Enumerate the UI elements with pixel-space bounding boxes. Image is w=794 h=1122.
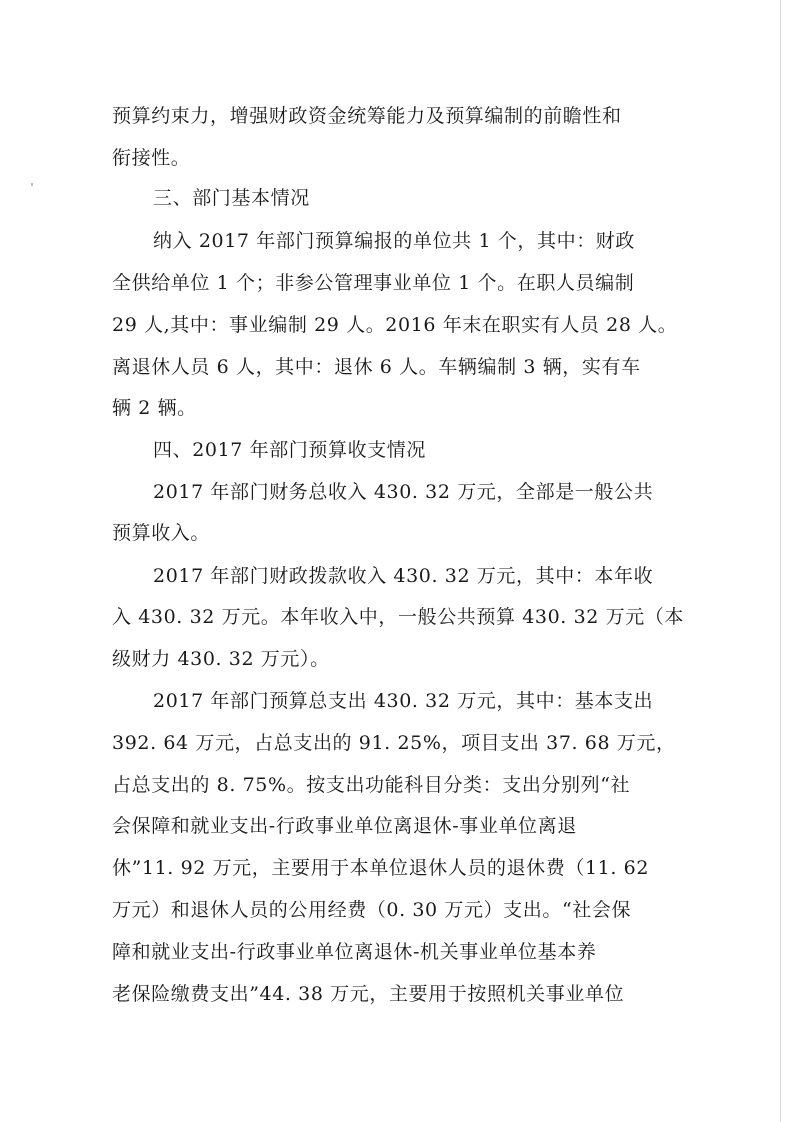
body-text-line: 全供给单位 1 个；非参公管理事业单位 1 个。在职人员编制 (112, 272, 635, 294)
scan-edge-line (780, 0, 781, 1122)
body-text-line: 预算约束力，增强财政资金统筹能力及预算编制的前瞻性和 (112, 105, 622, 127)
body-text-line: 纳入 2017 年部门预算编报的单位共 1 个，其中：财政 (153, 230, 636, 252)
body-text-line: 离退休人员 6 人，其中：退休 6 人。车辆编制 3 辆，实有车 (112, 356, 641, 378)
body-text-line: 休”11. 92 万元，主要用于本单位退休人员的退休费（11. 62 (112, 857, 650, 879)
scan-speck (31, 183, 33, 186)
body-text-line: 392. 64 万元，占总支出的 91. 25%，项目支出 37. 68 万元， (112, 732, 676, 754)
body-text-line: 入 430. 32 万元。本年收入中，一般公共预算 430. 32 万元（本 (112, 606, 685, 628)
body-text-line: 会保障和就业支出-行政事业单位离退休-事业单位离退 (112, 815, 577, 837)
body-text-line: 老保险缴费支出”44. 38 万元，主要用于按照机关事业单位 (112, 983, 625, 1005)
body-text-line: 级财力 430. 32 万元）。 (112, 648, 330, 670)
body-text-line: 2017 年部门财政拨款收入 430. 32 万元，其中：本年收 (153, 565, 654, 587)
section-heading: 三、部门基本情况 (153, 187, 310, 209)
body-text-line: 障和就业支出-行政事业单位离退休-机关事业单位基本养 (112, 941, 597, 963)
body-text-line: 辆 2 辆。 (112, 397, 197, 419)
body-text-line: 预算收入。 (112, 522, 211, 544)
section-heading: 四、2017 年部门预算收支情况 (153, 439, 426, 461)
body-text-line: 衔接性。 (112, 147, 191, 169)
body-text-line: 万元）和退休人员的公用经费（0. 30 万元）支出。“社会保 (112, 899, 632, 921)
body-text-line: 2017 年部门预算总支出 430. 32 万元，其中：基本支出 (153, 690, 654, 712)
body-text-line: 占总支出的 8. 75%。按支出功能科目分类：支出分别列“社 (112, 774, 631, 796)
body-text-line: 2017 年部门财务总收入 430. 32 万元，全部是一般公共 (153, 481, 654, 503)
body-text-line: 29 人,其中：事业编制 29 人。2016 年末在职实有人员 28 人。 (112, 314, 678, 336)
